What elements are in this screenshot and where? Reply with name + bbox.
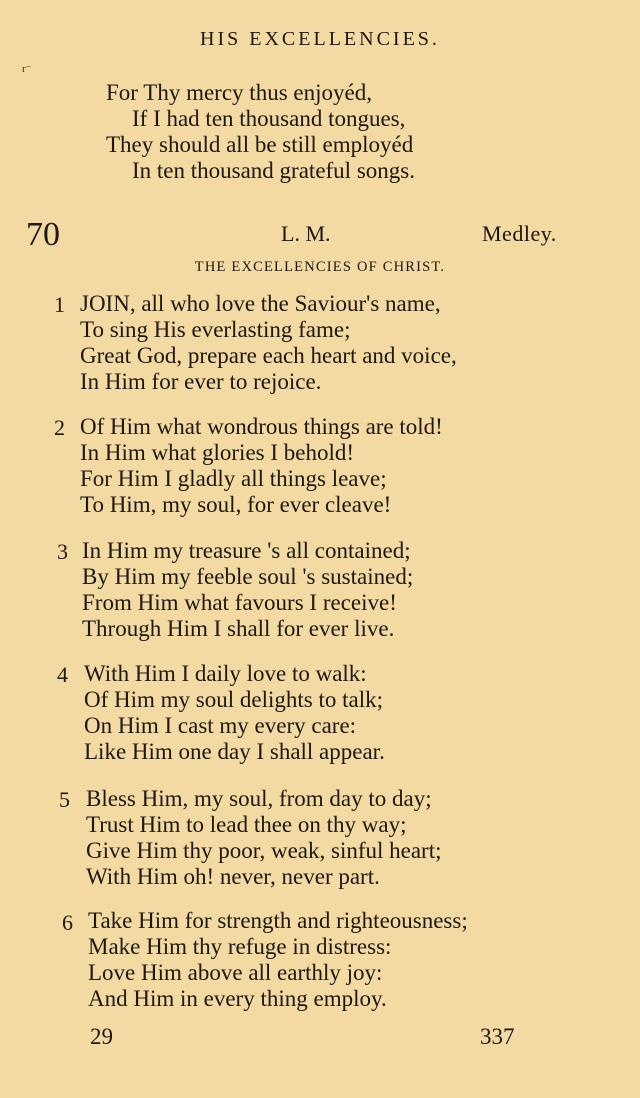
- stanza-line: With Him I daily love to walk:: [84, 661, 367, 686]
- stanza-line: JOIN, all who love the Saviour's name,: [80, 291, 441, 316]
- hymn-number: 70: [26, 216, 60, 253]
- previous-stanza-line: If I had ten thousand tongues,: [132, 106, 406, 131]
- previous-stanza-line: For Thy mercy thus enjoyéd,: [106, 80, 372, 105]
- stanza-line: For Him I gladly all things leave;: [80, 466, 387, 491]
- previous-stanza-line: They should all be still employéd: [106, 132, 414, 157]
- stanza-number: 1: [54, 292, 65, 317]
- stanza-line: Give Him thy poor, weak, sinful heart;: [86, 838, 442, 863]
- stanza-line: With Him oh! never, never part.: [86, 864, 380, 889]
- stanza-line: Bless Him, my soul, from day to day;: [86, 786, 432, 811]
- stanza-line: In Him what glories I behold!: [80, 440, 355, 465]
- stanza-line: Through Him I shall for ever live.: [82, 616, 395, 641]
- running-head: HIS EXCELLENCIES.: [200, 28, 440, 50]
- stanza-line: In Him for ever to rejoice.: [80, 369, 322, 394]
- stanza-line: Love Him above all earthly joy:: [88, 960, 383, 985]
- stanza-line: Make Him thy refuge in distress:: [88, 934, 392, 959]
- stanza-line: In Him my treasure 's all contained;: [82, 538, 411, 563]
- stanza-line: Take Him for strength and righteousness;: [88, 908, 468, 933]
- stanza-line: Of Him what wondrous things are told!: [80, 414, 443, 439]
- margin-mark: r⁻: [22, 63, 32, 75]
- stanza-line: Like Him one day I shall appear.: [84, 739, 385, 764]
- stanza-line: On Him I cast my every care:: [84, 713, 357, 738]
- stanza-line: To Him, my soul, for ever cleave!: [80, 492, 392, 517]
- stanza-line: Of Him my soul delights to talk;: [84, 687, 383, 712]
- stanza-line: To sing His everlasting fame;: [80, 317, 351, 342]
- stanza-number: 4: [57, 662, 68, 687]
- hymn-title: THE EXCELLENCIES OF CHRIST.: [194, 259, 446, 275]
- stanza-line: From Him what favours I receive!: [82, 590, 397, 615]
- stanza-number: 3: [57, 539, 68, 564]
- stanza-line: Trust Him to lead thee on thy way;: [86, 812, 407, 837]
- stanza-line: By Him my feeble soul 's sustained;: [82, 564, 414, 589]
- stanza-number: 5: [59, 787, 70, 812]
- page-number: 337: [480, 1024, 515, 1049]
- stanza-number: 6: [62, 910, 73, 935]
- hymn-tune: Medley.: [482, 221, 557, 246]
- stanza-line: Great God, prepare each heart and voice,: [80, 343, 457, 368]
- stanza-line: And Him in every thing employ.: [88, 986, 387, 1011]
- hymn-meter: L. M.: [281, 221, 331, 246]
- stanza-number: 2: [54, 415, 65, 440]
- previous-stanza-line: In ten thousand grateful songs.: [132, 158, 415, 183]
- signature-mark: 29: [90, 1024, 113, 1049]
